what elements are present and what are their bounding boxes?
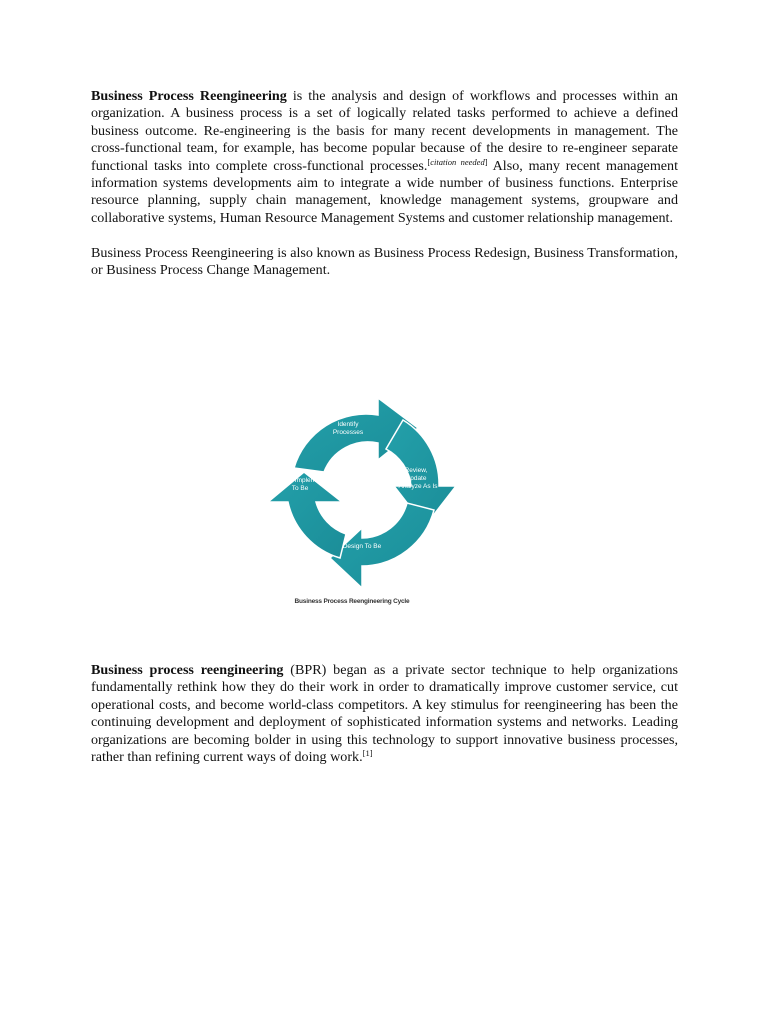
history-text: (BPR) began as a private sector technique to help organizations fundamentally rethink how they do their work in order to dramatically improve customer service, cut operational costs, and become world-class competitors. A key stimulus for reengineering has been the continuing development and deployment of sophisticated information systems and networks. Leading organizations are becoming bolder in using this technology to support innovative business processes, rather than refining current ways of doing work. — [91, 662, 678, 766]
label-test-line2: To Be — [291, 485, 309, 492]
citation-needed[interactable]: [citation needed] — [427, 156, 488, 167]
label-review-line2: Update — [405, 475, 427, 482]
paragraph-bpr-history — [91, 662, 678, 766]
label-design: Design To Be — [342, 543, 382, 550]
document-body — [91, 88, 678, 279]
label-identify-line1: Identify — [337, 421, 359, 428]
paragraph-aliases: Business Process Reengineering is also known as Business Process Redesign, Business Transformation, or Business Process Change Management. — [91, 244, 678, 279]
label-identify-line2: Processes — [332, 429, 364, 436]
term-bpr: Business Process Reengineering — [91, 88, 287, 104]
figure-caption: Business Process Reengineering Cycle — [294, 598, 410, 605]
label-test-line1: Test & Implement — [274, 477, 326, 484]
label-review-line1: Review, — [404, 467, 428, 474]
label-review-line3: Analyze As Is — [398, 483, 438, 490]
cycle-svg — [268, 398, 458, 598]
citation-needed-text: citation needed — [430, 156, 485, 167]
footnote-1[interactable]: [1] — [362, 748, 373, 759]
term-bpr-lower: Business process reengineering — [91, 662, 284, 678]
definition-text-continued: Also, many recent management information systems developments aim to integrate a wide number of business functions. Enterprise resource planning, supply chain management, knowledge management systems, groupware and collaborative systems, Human Resource Management Systems and customer relationship management. — [91, 157, 678, 226]
bpr-cycle-diagram — [268, 398, 458, 610]
paragraph-definition — [91, 88, 678, 227]
definition-text: is the analysis and design of workflows and processes within an organization. A business process is a set of logically related tasks performed to achieve a defined business outcome. Re-engineering is the basis for many recent developments in management. The cross-functional team, for example, has become popular because of the desire to re-engineer separate functional tasks into complete cross-functional processes. — [91, 88, 678, 174]
